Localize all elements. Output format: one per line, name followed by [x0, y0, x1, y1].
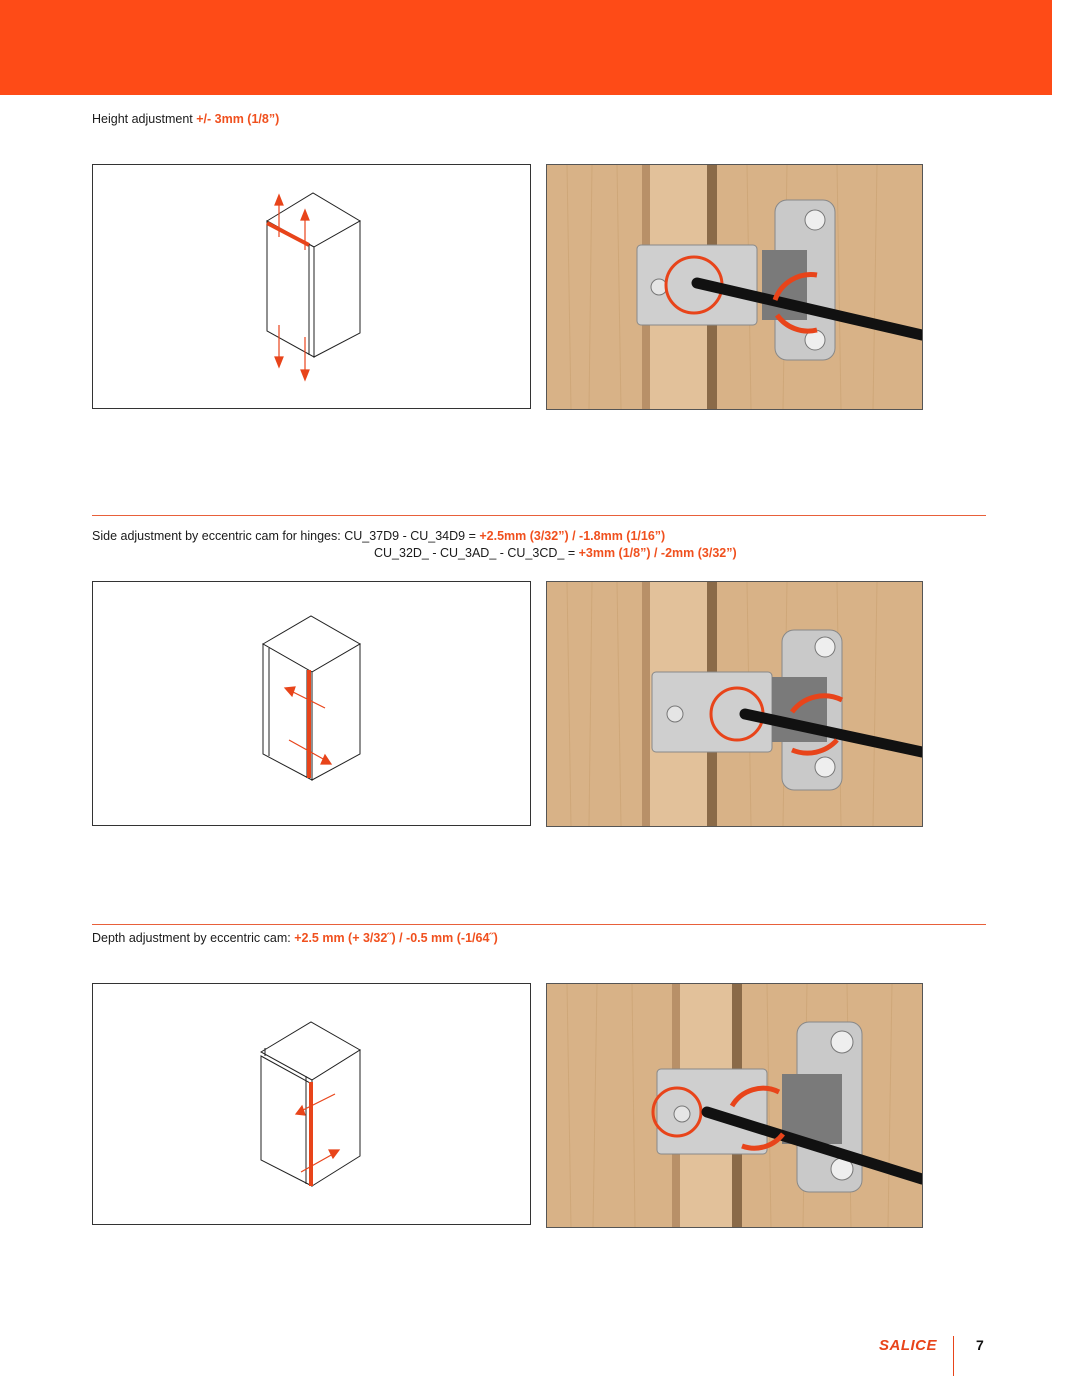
height-diagram — [92, 164, 531, 409]
section-divider — [92, 924, 986, 925]
caption-label: Height adjustment — [92, 112, 197, 126]
caption-label: CU_32D_ - CU_3AD_ - CU_3CD_ = — [374, 546, 579, 560]
depth-adjustment-caption — [92, 930, 498, 947]
side-diagram — [92, 581, 531, 826]
page-number: 7 — [976, 1337, 984, 1353]
salice-logo: SALICE — [879, 1337, 938, 1354]
height-adjustment-caption — [92, 111, 279, 128]
height-adjustment-photo — [546, 164, 923, 410]
depth-adjustment-photo — [546, 983, 923, 1228]
caption-value: +2.5 mm (+ 3/32˝) / -0.5 mm (-1/64˝) — [294, 931, 498, 945]
caption-value: +3mm (1/8”) / -2mm (3/32”) — [578, 546, 737, 560]
header-bar — [0, 0, 1052, 95]
caption-label: Depth adjustment by eccentric cam: — [92, 931, 295, 945]
side-adjustment-caption-line2 — [374, 545, 737, 562]
caption-label: Side adjustment by eccentric cam for hinges: CU_37D9 - CU_34D9 = — [92, 529, 480, 543]
section-divider — [92, 515, 986, 516]
depth-diagram — [92, 983, 531, 1225]
caption-value: +/- 3mm (1/8”) — [196, 112, 280, 126]
caption-value: +2.5mm (3/32”) / -1.8mm (1/16”) — [479, 529, 666, 543]
side-adjustment-photo — [546, 581, 923, 827]
side-adjustment-caption — [92, 528, 665, 545]
footer-divider — [953, 1336, 954, 1376]
